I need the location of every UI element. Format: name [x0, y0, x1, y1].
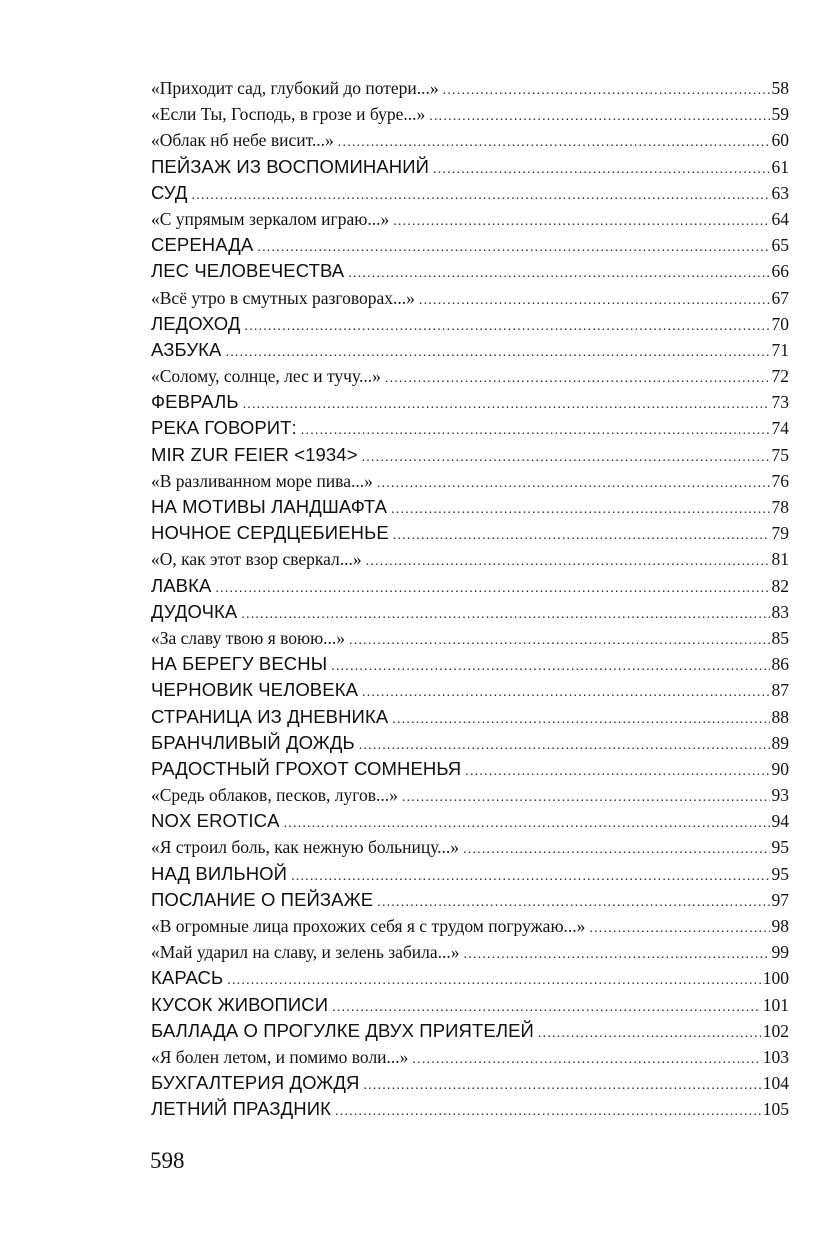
toc-entry	[151, 232, 789, 258]
toc-leader-dots	[331, 654, 769, 680]
toc-entry-title: ФЕВРАЛЬ	[151, 391, 239, 413]
toc-leader-dots	[433, 157, 769, 183]
toc-entry	[151, 363, 789, 389]
toc-entry	[151, 651, 789, 677]
toc-entry-title: «Май ударил на славу, и зелень забила...»	[151, 942, 460, 963]
toc-entry-page: 64	[771, 208, 789, 229]
toc-entry	[151, 756, 789, 782]
toc-leader-dots	[362, 680, 769, 706]
toc-entry-title: ЛЕДОХОД	[151, 312, 241, 334]
toc-leader-dots	[245, 314, 770, 340]
toc-leader-dots	[402, 785, 770, 811]
toc-entry-title: «В огромные лица прохожих себя я с трудом погружаю...»	[151, 916, 586, 936]
toc-entry-title: «Я строил боль, как нежную больницу...»	[151, 837, 460, 858]
toc-entry-title: СЕРЕНАДА	[151, 234, 254, 256]
toc-leader-dots	[243, 392, 770, 418]
toc-entry-page: 76	[771, 470, 789, 491]
table-of-contents	[151, 75, 789, 1123]
toc-entry-page: 66	[771, 261, 789, 282]
toc-leader-dots	[335, 1099, 761, 1125]
toc-entry-page: 79	[771, 523, 789, 544]
toc-entry	[151, 258, 789, 284]
toc-entry	[151, 285, 789, 311]
toc-entry-page: 60	[771, 130, 789, 151]
toc-entry-page: 103	[762, 1046, 789, 1067]
toc-leader-dots	[465, 759, 769, 785]
toc-entry	[151, 415, 789, 441]
toc-leader-dots	[366, 549, 770, 575]
toc-entry	[151, 154, 789, 180]
toc-entry-page: 93	[771, 785, 789, 806]
toc-entry-title: ЧЕРНОВИК ЧЕЛОВЕКА	[151, 679, 359, 701]
toc-entry-title: «Облак нб небе висит...»	[151, 130, 334, 151]
toc-leader-dots	[393, 523, 770, 549]
toc-entry	[151, 992, 789, 1018]
toc-entry-page: 95	[771, 863, 789, 884]
toc-entry-page: 65	[771, 235, 789, 256]
toc-entry	[151, 677, 789, 703]
toc-entry	[151, 913, 789, 939]
toc-entry-title: NOX EROTICA	[151, 810, 280, 832]
toc-entry-title: «В разливанном море пива...»	[151, 470, 373, 491]
toc-leader-dots	[391, 497, 769, 523]
toc-entry	[151, 311, 789, 337]
toc-leader-dots	[363, 1073, 760, 1099]
toc-entry-title: РЕКА ГОВОРИТ:	[151, 417, 297, 439]
toc-entry-title: ЛЕС ЧЕЛОВЕЧЕСТВА	[151, 260, 345, 282]
toc-entry-page: 78	[771, 497, 789, 517]
toc-entry-title: «О, как этот взор сверкал...»	[151, 549, 362, 570]
toc-entry-title: «Всё утро в смутных разговорах...»	[151, 287, 415, 308]
toc-leader-dots	[349, 628, 769, 654]
toc-entry	[151, 127, 789, 153]
toc-entry-title: ПЕЙЗАЖ ИЗ ВОСПОМИНАНИЙ	[151, 155, 430, 177]
toc-entry-title: ПОСЛАНИЕ О ПЕЙЗАЖЕ	[151, 888, 374, 910]
toc-entry-page: 70	[771, 313, 789, 334]
toc-entry-page: 63	[771, 182, 789, 203]
toc-entry	[151, 1044, 789, 1070]
toc-leader-dots	[419, 288, 770, 314]
toc-entry	[151, 442, 789, 468]
toc-entry-page: 100	[762, 968, 789, 989]
toc-entry	[151, 782, 789, 808]
toc-entry	[151, 468, 789, 494]
toc-entry-page: 71	[771, 339, 789, 360]
toc-entry-page: 89	[771, 732, 789, 753]
toc-entry-page: 86	[771, 654, 789, 675]
toc-entry-page: 102	[762, 1020, 789, 1041]
toc-leader-dots	[589, 916, 769, 942]
toc-entry	[151, 1070, 789, 1096]
toc-entry-title: КУСОК ЖИВОПИСИ	[151, 993, 329, 1015]
toc-entry-title: «Я болен летом, и помимо воли...»	[151, 1046, 409, 1067]
toc-entry	[151, 704, 789, 730]
toc-leader-dots	[215, 576, 769, 602]
toc-entry-page: 94	[771, 811, 789, 832]
toc-leader-dots	[362, 445, 770, 471]
toc-entry-title: СУД	[151, 181, 188, 203]
toc-entry-page: 58	[771, 78, 789, 98]
toc-entry-page: 82	[771, 575, 789, 596]
toc-entry	[151, 337, 789, 363]
toc-entry-page: 81	[771, 549, 789, 570]
toc-entry	[151, 834, 789, 860]
toc-leader-dots	[301, 418, 770, 444]
toc-leader-dots	[377, 471, 770, 497]
toc-leader-dots	[429, 104, 769, 130]
toc-entry	[151, 965, 789, 991]
toc-entry-title: ДУДОЧКА	[151, 600, 238, 622]
toc-entry-page: 104	[762, 1073, 789, 1094]
toc-entry-title: «С упрямым зеркалом играю...»	[151, 208, 390, 229]
toc-entry-page: 67	[771, 287, 789, 308]
toc-entry-page: 74	[771, 418, 789, 439]
toc-leader-dots	[412, 1047, 760, 1073]
toc-entry-page: 87	[771, 680, 789, 701]
toc-entry-page: 98	[771, 916, 789, 936]
toc-entry	[151, 75, 789, 101]
page-number: 598	[150, 1148, 185, 1173]
toc-entry-page: 95	[771, 837, 789, 858]
toc-entry-title: СТРАНИЦА ИЗ ДНЕВНИКА	[151, 705, 389, 727]
toc-entry-title: «Приходит сад, глубокий до потери...»	[151, 78, 439, 98]
toc-entry-page: 61	[771, 156, 789, 177]
toc-entry-title: НА МОТИВЫ ЛАНДШАФТА	[151, 496, 388, 517]
toc-entry-page: 90	[771, 758, 789, 779]
toc-entry-page: 85	[771, 627, 789, 648]
toc-entry-page: 72	[771, 366, 789, 387]
toc-entry	[151, 573, 789, 599]
toc-leader-dots	[392, 707, 769, 733]
toc-entry-title: НАД ВИЛЬНОЙ	[151, 862, 288, 884]
toc-entry-title: БУХГАЛТЕРИЯ ДОЖДЯ	[151, 1072, 360, 1094]
toc-entry	[151, 599, 789, 625]
toc-entry-title: MIR ZUR FEIER <1934>	[151, 443, 358, 465]
toc-leader-dots	[463, 837, 769, 863]
toc-entry	[151, 101, 789, 127]
toc-entry	[151, 206, 789, 232]
toc-entry	[151, 808, 789, 834]
toc-entry-page: 101	[762, 994, 789, 1015]
toc-entry	[151, 625, 789, 651]
toc-entry-title: АЗБУКА	[151, 338, 222, 360]
toc-entry-title: БРАНЧЛИВЫЙ ДОЖДЬ	[151, 731, 355, 753]
toc-entry	[151, 494, 789, 520]
toc-entry-page: 97	[771, 889, 789, 910]
toc-entry	[151, 861, 789, 887]
toc-entry-title: БАЛЛАДА О ПРОГУЛКЕ ДВУХ ПРИЯТЕЛЕЙ	[151, 1019, 534, 1041]
toc-entry	[151, 887, 789, 913]
toc-entry	[151, 520, 789, 546]
toc-entry-title: НОЧНОЕ СЕРДЦЕБИЕНЬЕ	[151, 522, 389, 544]
toc-entry-page: 73	[771, 392, 789, 413]
toc-entry	[151, 1096, 789, 1122]
toc-leader-dots	[385, 366, 770, 392]
toc-entry-page: 59	[771, 104, 789, 125]
toc-entry-page: 88	[771, 706, 789, 727]
toc-entry	[151, 546, 789, 572]
toc-entry	[151, 180, 789, 206]
toc-entry-title: НА БЕРЕГУ ВЕСНЫ	[151, 653, 328, 675]
toc-entry	[151, 389, 789, 415]
toc-leader-dots	[538, 1021, 761, 1047]
toc-entry-title: РАДОСТНЫЙ ГРОХОТ СОМНЕНЬЯ	[151, 757, 462, 779]
toc-entry-title: «Если Ты, Господь, в грозе и буре...»	[151, 104, 426, 125]
toc-entry-title: ЛАВКА	[151, 574, 212, 596]
toc-entry	[151, 939, 789, 965]
toc-entry-title: «Солому, солнце, лес и тучу...»	[151, 366, 381, 387]
toc-entry	[151, 730, 789, 756]
toc-entry-page: 75	[771, 444, 789, 465]
toc-leader-dots	[443, 78, 770, 104]
toc-entry	[151, 1018, 789, 1044]
toc-entry-title: «За славу твою я воюю...»	[151, 627, 346, 648]
toc-entry-page: 83	[771, 601, 789, 622]
toc-entry-title: «Средь облаков, песков, лугов...»	[151, 785, 398, 806]
toc-leader-dots	[464, 942, 770, 968]
toc-entry-page: 105	[762, 1099, 789, 1120]
toc-entry-page: 99	[771, 942, 789, 963]
toc-leader-dots	[393, 209, 769, 235]
toc-entry-title: КАРАСЬ	[151, 967, 224, 989]
toc-entry-title: ЛЕТНИЙ ПРАЗДНИК	[151, 1098, 332, 1120]
